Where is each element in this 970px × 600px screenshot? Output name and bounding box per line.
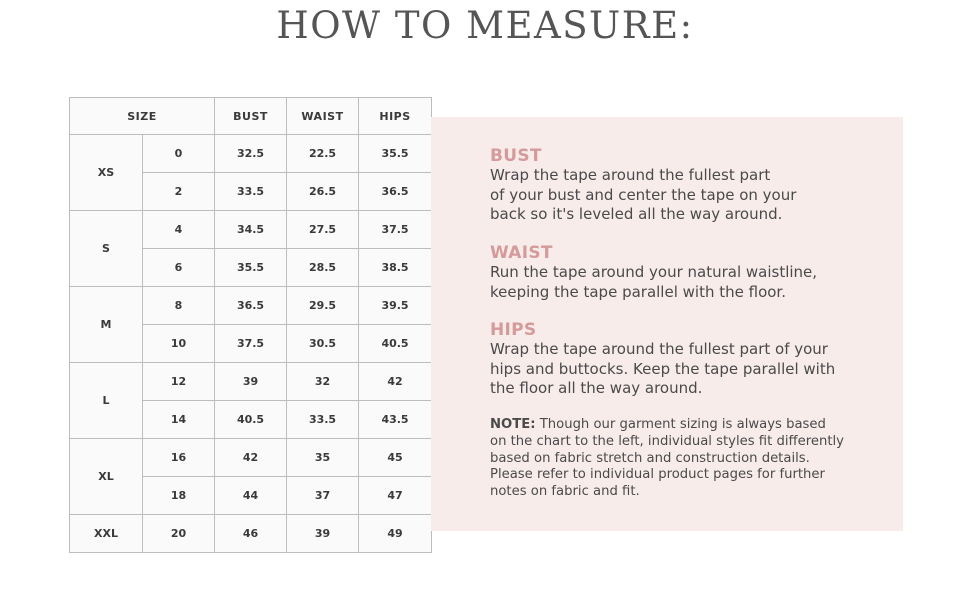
header-size: SIZE (70, 98, 215, 135)
note-line (490, 417, 850, 434)
cell-waist: 37 (287, 477, 359, 515)
cell-waist: 28.5 (287, 249, 359, 287)
cell-hips: 37.5 (359, 211, 432, 249)
bust-line: of your bust and center the tape on your (490, 185, 797, 204)
waist-text (490, 263, 860, 302)
bust-text (490, 166, 860, 225)
waist-line: Run the tape around your natural waistline, (490, 263, 818, 281)
table-header-row (70, 98, 432, 135)
header-bust: BUST (215, 98, 287, 135)
cell-size: 16 (143, 439, 215, 477)
cell-bust: 32.5 (215, 135, 287, 173)
cell-size: 4 (143, 211, 215, 249)
size-chart-table (69, 97, 432, 553)
hips-section (490, 321, 860, 399)
bust-line: Wrap the tape around the fullest part (490, 166, 771, 184)
hips-line: hips and buttocks. Keep the tape parallel with (490, 359, 836, 378)
cell-bust: 37.5 (215, 325, 287, 363)
table-row (70, 515, 432, 553)
cell-size: 8 (143, 287, 215, 325)
note-line: based on fabric stretch and construction details. (490, 450, 810, 466)
table-row (70, 211, 432, 249)
hips-text (490, 340, 860, 399)
cell-size: 10 (143, 325, 215, 363)
cell-bust: 40.5 (215, 401, 287, 439)
size-chart-body (70, 135, 432, 553)
cell-size: 12 (143, 363, 215, 401)
note-label: NOTE: (490, 417, 536, 432)
table-row (70, 135, 432, 173)
cell-waist: 29.5 (287, 287, 359, 325)
bust-heading: BUST (490, 146, 542, 166)
cell-hips: 43.5 (359, 401, 432, 439)
table-row (70, 439, 432, 477)
page-title: HOW TO MEASURE: (276, 4, 694, 47)
cell-waist: 33.5 (287, 401, 359, 439)
cell-bust: 46 (215, 515, 287, 553)
cell-hips: 42 (359, 363, 432, 401)
hips-line: the floor all the way around. (490, 379, 703, 397)
size-group-label: XS (70, 135, 143, 211)
note-line: Please refer to individual product pages for further (490, 467, 825, 483)
cell-hips: 49 (359, 515, 432, 553)
cell-hips: 38.5 (359, 249, 432, 287)
cell-hips: 47 (359, 477, 432, 515)
cell-hips: 40.5 (359, 325, 432, 363)
measure-instructions-panel (431, 117, 903, 531)
bust-line: back so it's leveled all the way around. (490, 205, 783, 223)
cell-size: 6 (143, 249, 215, 287)
cell-size: 20 (143, 515, 215, 553)
header-hips: HIPS (359, 98, 432, 135)
cell-bust: 39 (215, 363, 287, 401)
size-group-label: M (70, 287, 143, 363)
fit-note (490, 417, 850, 501)
cell-size: 18 (143, 477, 215, 515)
cell-bust: 42 (215, 439, 287, 477)
cell-size: 0 (143, 135, 215, 173)
note-line: on the chart to the left, individual styles fit differently (490, 433, 844, 449)
cell-waist: 39 (287, 515, 359, 553)
cell-bust: 33.5 (215, 173, 287, 211)
cell-size: 14 (143, 401, 215, 439)
cell-hips: 35.5 (359, 135, 432, 173)
size-group-label: L (70, 363, 143, 439)
note-line-text: Though our garment sizing is always based (535, 417, 826, 432)
size-group-label: S (70, 211, 143, 287)
waist-line: keeping the tape parallel with the floor. (490, 282, 786, 301)
cell-waist: 30.5 (287, 325, 359, 363)
size-group-label: XL (70, 439, 143, 515)
header-waist: WAIST (287, 98, 359, 135)
cell-bust: 35.5 (215, 249, 287, 287)
waist-section (490, 244, 860, 302)
cell-hips: 36.5 (359, 173, 432, 211)
table-row (70, 287, 432, 325)
table-row (70, 363, 432, 401)
cell-hips: 39.5 (359, 287, 432, 325)
size-group-label: XXL (70, 515, 143, 553)
hips-line: Wrap the tape around the fullest part of your (490, 340, 828, 358)
cell-waist: 32 (287, 363, 359, 401)
cell-bust: 44 (215, 477, 287, 515)
bust-section (490, 147, 860, 225)
cell-hips: 45 (359, 439, 432, 477)
waist-heading: WAIST (490, 243, 553, 263)
cell-bust: 36.5 (215, 287, 287, 325)
cell-waist: 35 (287, 439, 359, 477)
cell-waist: 26.5 (287, 173, 359, 211)
hips-heading: HIPS (490, 320, 537, 340)
cell-waist: 27.5 (287, 211, 359, 249)
cell-waist: 22.5 (287, 135, 359, 173)
note-line: notes on fabric and fit. (490, 484, 640, 500)
cell-size: 2 (143, 173, 215, 211)
cell-bust: 34.5 (215, 211, 287, 249)
